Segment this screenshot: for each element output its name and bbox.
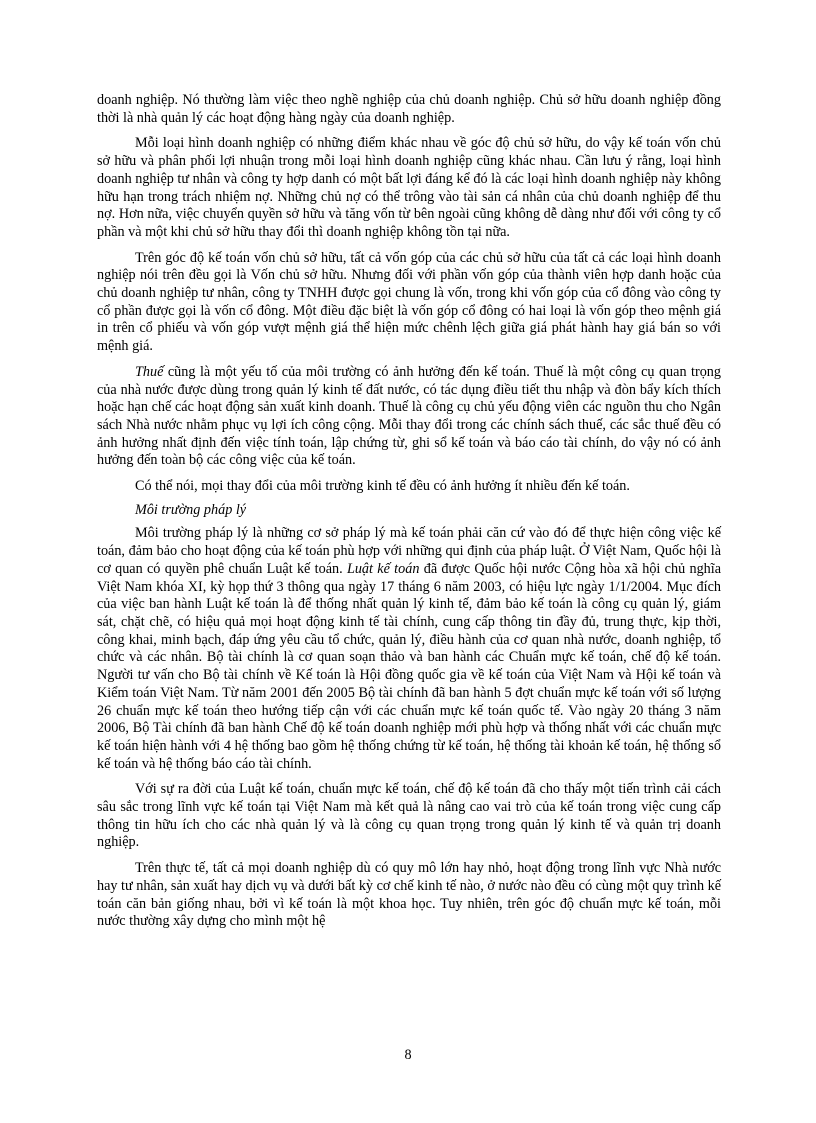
paragraph-3: Trên góc độ kế toán vốn chủ sở hữu, tất cả vốn góp của các chủ sở hữu của tất cả các loại hình doanh nghiệp nói trên đều gọi là Vốn chủ sở hữu. Nhưng đối với phần vốn góp của thành viên hợp danh hoặc của chủ doanh nghiệp tư nhân, công ty TNHH được gọi chung là vốn, trong khi vốn góp của cổ đông vào công ty cổ phần được gọi là vốn cổ đông. Một điều đặc biệt là vốn góp cổ đông có hai loại là vốn góp theo mệnh giá in trên cổ phiếu và vốn góp vượt mệnh giá thể hiện mức chênh lệch giữa giá phát hành hay giá bán so với mệnh giá. xyxy=(97,249,721,355)
paragraph-6-italic: Luật kế toán xyxy=(346,560,420,577)
paragraph-6 xyxy=(97,525,721,773)
section-heading: Môi trường pháp lý xyxy=(135,501,247,518)
paragraph-4 xyxy=(97,364,721,470)
paragraph-4-text: cũng là một yếu tố của môi trường có ảnh hưởng đến kế toán. Thuế là một công cụ quan trọng của nhà nước được dùng trong quản lý kinh tế đất nước, có tác dụng điều tiết thu nhập và đòn bẩy kích thích hoặc hạn chế các hoạt động sản xuất kinh doanh. Thuế là công cụ chủ yếu động viên các nguồn thu cho Ngân sách Nhà nước nhằm phục vụ lợi ích công cộng. Mỗi thay đổi trong các chính sách thuế, các sắc thuế đều có ảnh hưởng nhất định đến việc tính toán, lập chứng từ, ghi sổ kế toán và báo cáo tài chính, do vậy nó có ảnh hưởng đến toàn bộ các công việc của kế toán. xyxy=(97,363,721,469)
paragraph-7: Với sự ra đời của Luật kế toán, chuẩn mực kế toán, chế độ kế toán đã cho thấy một tiến trình cải cách sâu sắc trong lĩnh vực kế toán tại Việt Nam mà kết quả là nâng cao vai trò của kế toán trong việc cung cấp thông tin hữu ích cho các nhà quản lý và là công cụ quan trọng trong quản lý kinh tế và quản trị doanh nghiệp. xyxy=(97,781,721,851)
paragraph-8: Trên thực tế, tất cả mọi doanh nghiệp dù có quy mô lớn hay nhỏ, hoạt động trong lĩnh vực Nhà nước hay tư nhân, sản xuất hay dịch vụ và dưới bất kỳ cơ chế kinh tế nào, ở nước nào đều có cùng một quy trình kế toán căn bản giống nhau, bởi vì kế toán là một khoa học. Tuy nhiên, trên góc độ chuẩn mực kế toán, mỗi nước thường xây dựng cho mình một hệ xyxy=(97,860,721,930)
paragraph-6-before: Môi trường pháp lý là những cơ sở pháp lý mà kế toán phải căn cứ vào đó để thực hiện công việc kế toán, đảm bảo cho hoạt động của kế toán phù hợp với những qui định của pháp luật. Ở Việt Nam, Quốc hội là cơ quan có quyền phê chuẩn Luật kế toán. xyxy=(97,525,721,577)
document-body xyxy=(97,92,721,939)
paragraph-1: doanh nghiệp. Nó thường làm việc theo nghề nghiệp của chủ doanh nghiệp. Chủ sở hữu doanh nghiệp đồng thời là nhà quản lý các hoạt động hàng ngày của doanh nghiệp. xyxy=(97,92,721,126)
page-number: 8 xyxy=(404,1047,412,1063)
paragraph-5: Có thể nói, mọi thay đổi của môi trường kinh tế đều có ảnh hưởng ít nhiều đến kế toán. xyxy=(135,478,630,495)
paragraph-2: Mỗi loại hình doanh nghiệp có những điểm khác nhau về góc độ chủ sở hữu, do vậy kế toán vốn chủ sở hữu và phân phối lợi nhuận trong mỗi loại hình doanh nghiệp cũng khác nhau. Cần lưu ý rằng, loại hình doanh nghiệp tư nhân và công ty hợp danh có một bất lợi đáng kể đó là các loại hình doanh nghiệp này không hữu hạn trong trách nhiệm nợ. Những chủ nợ có thể trông vào tài sản cá nhân của chủ doanh nghiệp để thu nợ. Hơn nữa, việc chuyển quyền sở hữu và tăng vốn từ bên ngoài cũng không dễ dàng như đối với công ty cổ phần và một khi chủ sở hữu thay đổi thì doanh nghiệp không tồn tại nữa. xyxy=(97,135,721,240)
paragraph-6-after: đã được Quốc hội nước Cộng hòa xã hội chủ nghĩa Việt Nam khóa XI, kỳ họp thứ 3 thông qua ngày 17 tháng 6 năm 2003, có hiệu lực ngày 1/1/2004. Mục đích của việc ban hành Luật kế toán là để thống nhất quản lý kinh tế, đảm bảo kế toán là công cụ quản lý, giám sát, chặt chẽ, có hiệu quả mọi hoạt động kinh tế tài chính, cung cấp thông tin đầy đủ, trung thực, kịp thời, công khai, minh bạch, đáp ứng yêu cầu tổ chức, quản lý, điều hành của cơ quan nhà nước, doanh nghiệp, tổ chức và các nhân. Bộ tài chính là cơ quan soạn thảo và ban hành các Chuẩn mực kế toán, chế độ kế toán. Người tư vấn cho Bộ tài chính về Kế toán là Hội đồng quốc gia về kế toán của Việt Nam và Hội kế toán và Kiểm toán Việt Nam. Từ năm 2001 đến 2005 Bộ tài chính đã ban hành 5 đợt chuẩn mực kế toán với số lượng 26 chuẩn mực kế toán theo hướng tiếp cận với các chuẩn mực kế toán quốc tế. Vào ngày 20 tháng 3 năm 2006, Bộ Tài chính đã ban hành Chế độ kế toán doanh nghiệp mới phù hợp và thống nhất với các chuẩn mực kế toán hiện hành với 4 hệ thống bao gồm hệ thống chứng từ kế toán, hệ thống tài khoản kế toán, hệ thống sổ kế toán và hệ thống báo cáo tài chính. xyxy=(97,560,721,772)
paragraph-4-lead: Thuế xyxy=(135,363,164,380)
